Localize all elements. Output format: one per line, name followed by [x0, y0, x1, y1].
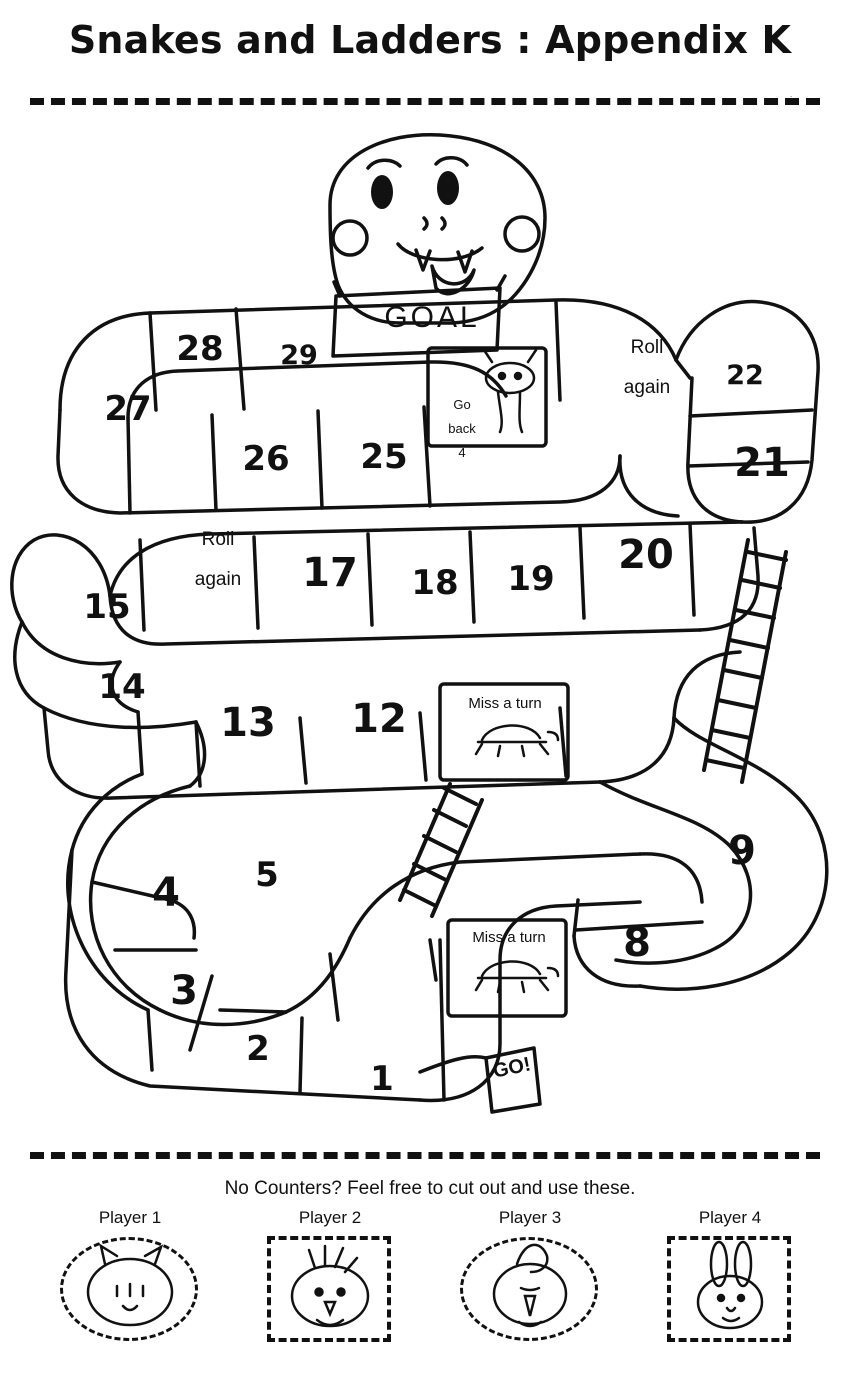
space-28-label: 28 — [176, 329, 224, 369]
space-20-label: 20 — [618, 532, 674, 578]
space-26-label: 26 — [242, 439, 290, 479]
space-27-label: 27 — [104, 389, 152, 429]
space-14-label: 14 — [98, 667, 146, 707]
space-15-label: 15 — [83, 587, 131, 627]
space-19-label: 19 — [507, 559, 555, 599]
space-24-label-line2: back — [448, 421, 476, 436]
counter-player-3-label: Player 3 — [498, 1208, 562, 1227]
counters-row — [40, 1208, 820, 1346]
start-flag-label: GO! — [491, 1053, 533, 1083]
counter-player-1-label: Player 1 — [98, 1208, 162, 1227]
space-13-label: 13 — [220, 700, 276, 746]
space-3-label: 3 — [170, 968, 198, 1014]
counter-player-4[interactable] — [640, 1208, 820, 1346]
counter-player-1[interactable] — [40, 1208, 220, 1346]
bird-face-icon — [455, 1234, 605, 1346]
counter-player-4-label: Player 4 — [698, 1208, 762, 1227]
space-6-label: Miss a turn — [472, 929, 546, 946]
space-18-label: 18 — [411, 563, 459, 603]
cat-face-icon — [55, 1234, 205, 1346]
space-24-label-line3: 4 — [458, 445, 466, 460]
space-4-label: 4 — [152, 870, 180, 916]
counter-player-3[interactable] — [440, 1208, 620, 1346]
chick-face-icon — [255, 1234, 405, 1346]
space-5-label: 5 — [255, 855, 279, 895]
board-track-drawing — [0, 110, 860, 1140]
page-title: Snakes and Ladders : Appendix K — [68, 18, 792, 62]
space-21-label: 21 — [734, 440, 790, 486]
space-2-label: 2 — [246, 1029, 270, 1069]
space-23-label-line2: again — [623, 377, 671, 398]
rabbit-face-icon — [655, 1234, 805, 1346]
space-24-label-line1: Go — [453, 397, 471, 412]
space-29-label: 29 — [280, 340, 318, 371]
game-board — [0, 110, 860, 1140]
space-16-label-line1: Roll — [201, 529, 235, 550]
corner-mark: . — [790, 90, 793, 99]
space-1-label: 1 — [370, 1059, 394, 1099]
space-8-label: 8 — [623, 920, 651, 966]
cut-line-top — [30, 98, 820, 105]
space-23-label-line1: Roll — [630, 337, 664, 358]
space-9-label: 9 — [728, 828, 756, 874]
space-25-label: 25 — [360, 437, 408, 477]
cut-line-bottom — [30, 1152, 820, 1159]
space-17-label: 17 — [302, 550, 358, 596]
counters-caption: No Counters? Feel free to cut out and use these. — [224, 1178, 636, 1199]
counter-player-2[interactable] — [240, 1208, 420, 1346]
counter-player-2-label: Player 2 — [298, 1208, 362, 1227]
space-10-label: Miss a turn — [468, 695, 542, 712]
space-22-label: 22 — [726, 360, 764, 391]
space-16-label-line2: again — [194, 569, 242, 590]
space-12-label: 12 — [351, 696, 407, 742]
goal-banner-label: GOAL — [384, 301, 480, 334]
